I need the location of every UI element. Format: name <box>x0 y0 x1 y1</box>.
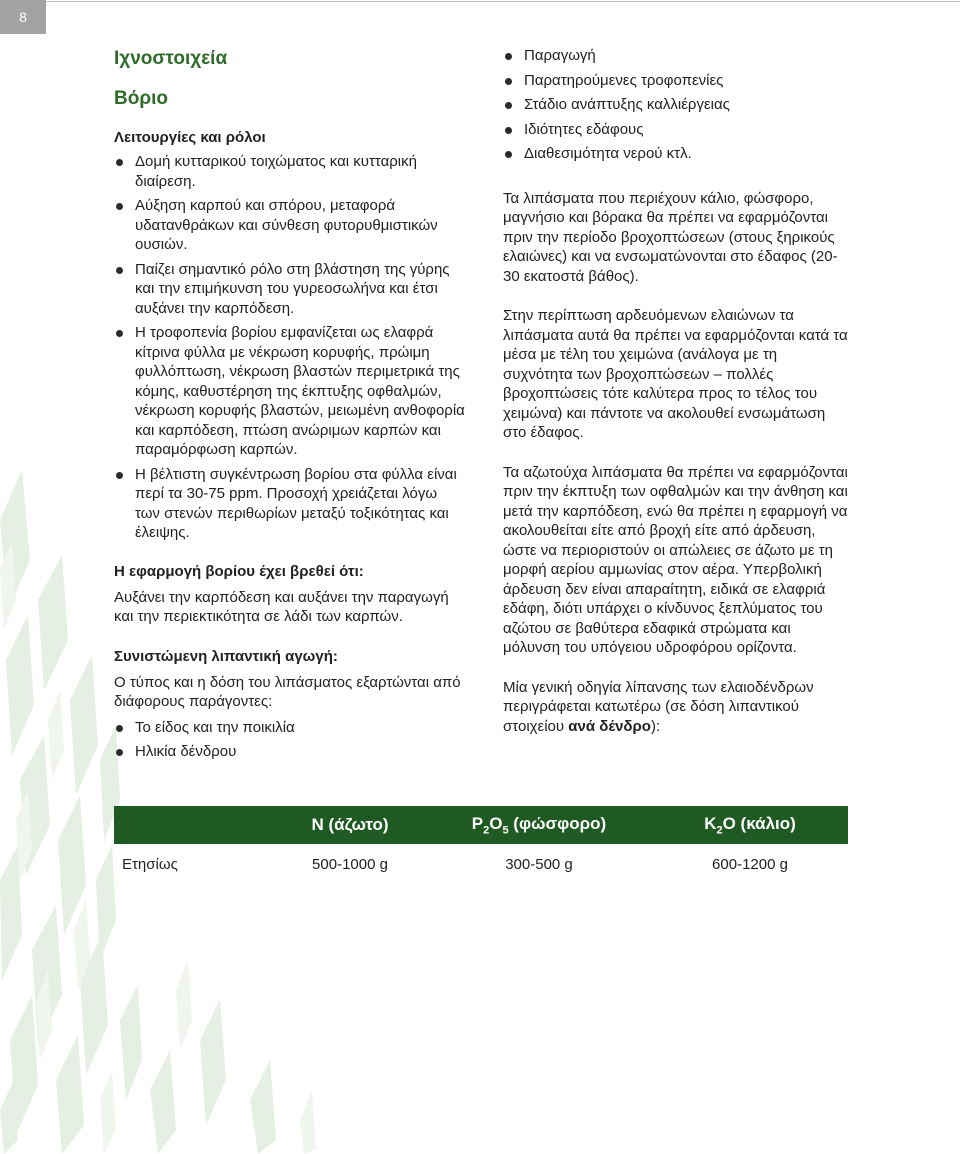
cell-phosphorus: 300-500 g <box>505 856 573 873</box>
header-empty <box>114 806 274 844</box>
header-nitrogen: N (άζωτο) <box>311 815 389 834</box>
recommend-heading: Συνιστώμενη λιπαντική αγωγή: <box>114 647 338 665</box>
left-column <box>114 48 466 767</box>
fertilizer-table <box>114 806 848 874</box>
row-label: Ετησίως <box>122 856 178 873</box>
header-potassium: $K_2O$ (κάλιο) <box>704 813 796 837</box>
list-item: Ιδιότητες εδάφους <box>503 120 849 140</box>
effect-text: Αυξάνει την καρπόδεση και αυξάνει την παραγωγή και την περιεκτικότητα σε λάδι των καρπών. <box>114 588 449 625</box>
paragraph-nitrogen: Τα αζωτούχα λιπάσματα θα πρέπει να εφαρμόζονται πριν την έκπτυξη των οφθαλμών και την άνθηση και μετά την καρπόδεση, ενώ θα πρέπει η εφαρμογή να ακολουθείται είτε από βροχή είτε από άρδευση, ώστε να περιοριστούν οι απώλειες σε άζωτο με τη μορφή αερίου αμμωνίας στον αέρα. Υπερβολική άρδευση δεν είναι απαραίτητη, ειδικά σε ελαφριά εδάφη, διότι υπάρχει ο κίνδυνος ξεπλύματος του αζώτου σε βαθύτερα εδαφικά στρώματα και μόλυνση του υπόγειου υδροφόρου ορίζοντα. <box>503 463 848 656</box>
list-item: Στάδιο ανάπτυξης καλλιέργειας <box>503 95 849 115</box>
paragraph-potassium: Τα λιπάσματα που περιέχουν κάλιο, φώσφορο, μαγνήσιο και βόρακα θα πρέπει να εφαρμόζονται πριν την περίοδο βροχοπτώσεων (στους ξηρικούς ελαιώνες) και να ενσωματώνονται στο έδαφος (20-30 εκατοστά βάθος). <box>503 189 838 285</box>
list-item: Ηλικία δένδρου <box>114 742 466 762</box>
paragraph-guideline <box>503 678 849 737</box>
factors-list-right <box>503 46 849 164</box>
table-header-row <box>114 806 848 844</box>
list-item: Η βέλτιστη συγκέντρωση βορίου στα φύλλα είναι περί τα 30-75 ppm. Προσοχή χρειάζεται λόγω των στενών περιθωρίων μεταξύ τοξικότητας και έλειψης. <box>114 465 466 543</box>
list-item: Αύξηση καρπού και σπόρου, μεταφορά υδατανθράκων και σύνθεση φυτορυθμιστικών ουσιών. <box>114 196 466 255</box>
guideline-text: Μία γενική οδηγία λίπανσης των ελαιοδένδρων περιγράφεται κατωτέρω (σε δόση λιπαντικού στοιχείου <box>503 678 814 735</box>
paragraph-irrigated: Στην περίπτωση αρδευόμενων ελαιώνων τα λιπάσματα αυτά θα πρέπει να εφαρμόζονται κατά τα μέσα με τέλη του χειμώνα (ανάλογα με τη συχνότητα των βροχοπτώσεων – πολλές βροχοπτώσεις τότε καλύτερα προς το τέλος του χειμώνα) και πάντοτε να ακολουθεί ενσωμάτωση στο έδαφος. <box>503 307 848 441</box>
guideline-bold: ανά δένδρο <box>568 717 651 735</box>
effect-heading: Η εφαρμογή βορίου έχει βρεθεί ότι: <box>114 562 364 580</box>
list-item: Το είδος και την ποικιλία <box>114 718 466 738</box>
cell-potassium: 600-1200 g <box>712 856 788 873</box>
recommend-text: Ο τύπος και η δόση του λιπάσματος εξαρτώνται από διάφορους παράγοντες: <box>114 673 461 710</box>
list-item: Δομή κυτταρικού τοιχώματος και κυτταρική διαίρεση. <box>114 152 466 191</box>
section-title: Ιχνοστοιχεία <box>114 48 228 69</box>
list-item: Η τροφοπενία βορίου εμφανίζεται ως ελαφρά κίτρινα φύλλα με νέκρωση κορυφής, πρώιμη φυλλόπτωση, νέκρωση βλαστών περιμετρικά της κόμης, καθυστέρηση της έκπτυξης οφθαλμών, νέκρωση κορυφής βλαστών, μειωμένη ανθοφορία και καρπόδεση, πτώση ανώριμων καρπών και παραμόρφωση καρπών. <box>114 323 466 460</box>
guideline-end: ): <box>650 717 661 735</box>
element-title: Βόριο <box>114 88 168 109</box>
header-phosphorus: $P_2O_5$ (φώσφορο) <box>471 813 607 837</box>
list-item: Παραγωγή <box>503 46 849 66</box>
list-item: Παίζει σημαντικό ρόλο στη βλάστηση της γύρης και την επιμήκυνση του γυρεοσωλήνα και έτσι αυξάνει την καρπόδεση. <box>114 260 466 319</box>
cell-nitrogen: 500-1000 g <box>312 856 388 873</box>
top-rule <box>46 1 960 2</box>
list-item: Παρατηρούμενες τροφοπενίες <box>503 71 849 91</box>
right-column <box>503 46 849 736</box>
factors-list-left <box>114 718 466 762</box>
list-item: Διαθεσιμότητα νερού κτλ. <box>503 144 849 164</box>
page-number: 8 <box>0 0 46 34</box>
table-row <box>114 844 848 874</box>
roles-heading: Λειτουργίες και ρόλοι <box>114 129 266 146</box>
roles-list <box>114 152 466 543</box>
